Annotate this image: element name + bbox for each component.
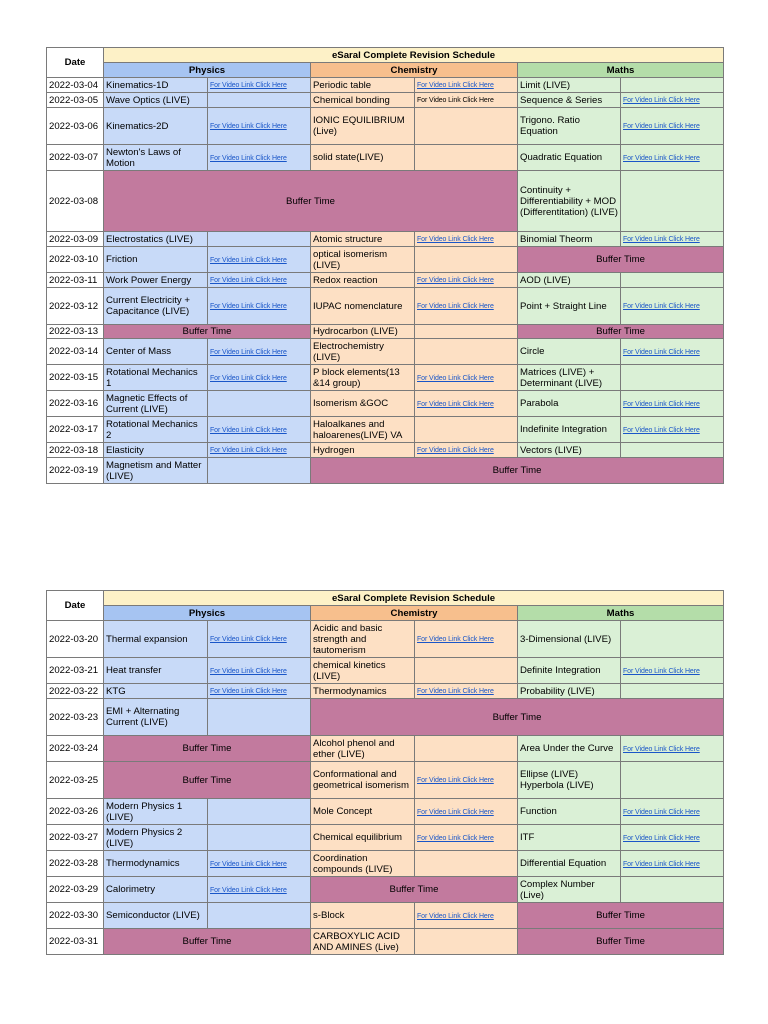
maths-link-cell [621,145,724,171]
chemistry-topic: Haloalkanes and haloarenes(LIVE) VA [311,417,415,443]
physics-link-cell [208,458,311,484]
table-row [47,877,724,903]
table-row [47,825,724,851]
maths-link-cell [621,799,724,825]
chemistry-topic: Alcohol phenol and ether (LIVE) [311,736,415,762]
maths-link-cell [621,825,724,851]
maths-link-cell [621,339,724,365]
table-row [47,417,724,443]
chemistry-topic: CARBOXYLIC ACID AND AMINES (Live) [311,929,415,955]
chemistry-topic: Electrochemistry (LIVE) [311,339,415,365]
physics-topic: Rotational Mechanics 1 [104,365,208,391]
video-link[interactable]: For Video Link Click Here [623,834,700,842]
chemistry-topic: chemical kinetics (LIVE) [311,658,415,684]
video-link[interactable]: For Video Link Click Here [623,808,700,816]
chemistry-link-cell [415,736,518,762]
table-row [47,684,724,699]
physics-topic: Friction [104,247,208,273]
physics-topic: EMI + Alternating Current (LIVE) [104,699,208,736]
physics-topic: Work Power Energy [104,273,208,288]
maths-link-cell [621,78,724,93]
maths-topic: 3-Dimensional (LIVE) [518,621,621,658]
video-link[interactable]: For Video Link Click Here [210,303,287,310]
video-link[interactable]: For Video Link Click Here [623,667,700,675]
chemistry-link-cell [415,339,518,365]
maths-topic: Parabola [518,391,621,417]
physics-topic: Calorimetry [104,877,208,903]
chemistry-topic: Thermodynamics [311,684,415,699]
chemistry-link-cell [415,93,518,108]
table-row [47,365,724,391]
physics-topic: Kinematics-1D [104,78,208,93]
physics-link-cell [208,443,311,458]
maths-topic: Sequence & Series [518,93,621,108]
table-row [47,929,724,955]
video-link[interactable]: For Video Link Click Here [417,400,494,408]
date-cell: 2022-03-04 [47,78,104,93]
video-link[interactable]: For Video Link Click Here [210,886,287,894]
schedule-table-1 [46,47,724,484]
maths-link-cell [621,443,724,458]
table-row [47,247,724,273]
video-link[interactable]: For Video Link Click Here [623,236,700,243]
physics-topic: Current Electricity + Capacitance (LIVE) [104,288,208,325]
date-cell: 2022-03-25 [47,762,104,799]
maths-topic: Vectors (LIVE) [518,443,621,458]
chemistry-topic: Chemical bonding [311,93,415,108]
date-header: Date [47,591,104,621]
video-link[interactable]: For Video Link Click Here [417,277,494,284]
video-link[interactable]: For Video Link Click Here [210,348,287,356]
video-link[interactable]: For Video Link Click Here [623,154,700,162]
chemistry-topic: Periodic table [311,78,415,93]
video-link[interactable]: For Video Link Click Here [417,912,494,920]
chemistry-link-cell [415,799,518,825]
chemistry-header: Chemistry [311,63,518,78]
title-row [47,48,724,63]
date-cell: 2022-03-10 [47,247,104,273]
physics-topic: Magnetic Effects of Current (LIVE) [104,391,208,417]
chemistry-link-cell [415,288,518,325]
physics-topic: Thermodynamics [104,851,208,877]
physics-link-cell [208,877,311,903]
video-link[interactable]: For Video Link Click Here [210,688,287,695]
maths-link-cell [621,658,724,684]
maths-topic: ITF [518,825,621,851]
date-cell: 2022-03-11 [47,273,104,288]
chemistry-topic: Hydrogen [311,443,415,458]
maths-link-cell [621,417,724,443]
table-row [47,339,724,365]
chemistry-link-cell [415,325,518,339]
maths-link-cell [621,108,724,145]
video-link[interactable]: For Video Link Click Here [210,256,287,264]
physics-topic: KTG [104,684,208,699]
date-cell: 2022-03-07 [47,145,104,171]
maths-header: Maths [518,63,724,78]
maths-link-cell [621,851,724,877]
maths-topic: Trigono. Ratio Equation [518,108,621,145]
video-link[interactable]: For Video Link Click Here [210,123,287,130]
date-cell: 2022-03-16 [47,391,104,417]
table-row [47,736,724,762]
video-link[interactable]: For Video Link Click Here [210,82,287,89]
date-cell: 2022-03-13 [47,325,104,339]
date-cell: 2022-03-21 [47,658,104,684]
schedule-title: eSaral Complete Revision Schedule [104,48,724,63]
physics-link-cell [208,93,311,108]
table-row [47,232,724,247]
physics-topic: Semiconductor (LIVE) [104,903,208,929]
maths-link-cell [621,391,724,417]
chemistry-topic: s-Block [311,903,415,929]
physics-link-cell [208,339,311,365]
physics-link-cell [208,684,311,699]
chemistry-topic: Mole Concept [311,799,415,825]
video-link[interactable]: For Video Link Click Here [623,303,700,310]
table-row [47,443,724,458]
maths-topic: Matrices (LIVE) + Determinant (LIVE) [518,365,621,391]
chemistry-link-cell [415,145,518,171]
table-row [47,903,724,929]
physics-link-cell [208,365,311,391]
date-cell: 2022-03-18 [47,443,104,458]
video-link[interactable]: For Video Link Click Here [623,860,700,868]
buffer-time-cell: Buffer Time [311,877,518,903]
maths-link-cell [621,621,724,658]
chemistry-topic: Conformational and geometrical isomerism [311,762,415,799]
video-link[interactable]: For Video Link Click Here [210,154,287,162]
chemistry-topic: optical isomerism (LIVE) [311,247,415,273]
physics-topic: Electrostatics (LIVE) [104,232,208,247]
buffer-time-cell: Buffer Time [518,903,724,929]
physics-link-cell [208,391,311,417]
video-link[interactable]: For Video Link Click Here [417,808,494,816]
date-cell: 2022-03-12 [47,288,104,325]
maths-link-cell [621,273,724,288]
chemistry-link-cell [415,365,518,391]
video-link[interactable]: For Video Link Click Here [623,348,700,356]
physics-link-cell [208,699,311,736]
chemistry-link-cell [415,903,518,929]
physics-topic: Kinematics-2D [104,108,208,145]
maths-topic: Probability (LIVE) [518,684,621,699]
maths-topic: Circle [518,339,621,365]
physics-topic: Heat transfer [104,658,208,684]
chemistry-topic: Isomerism &GOC [311,391,415,417]
maths-link-cell [621,171,724,232]
table-row [47,108,724,145]
physics-topic: Modern Physics 2 (LIVE) [104,825,208,851]
chemistry-topic: Acidic and basic strength and tautomerism [311,621,415,658]
date-cell: 2022-03-22 [47,684,104,699]
physics-link-cell [208,903,311,929]
chemistry-link-cell [415,108,518,145]
chemistry-topic: Atomic structure [311,232,415,247]
chemistry-topic: Hydrocarbon (LIVE) [311,325,415,339]
table-row [47,145,724,171]
chemistry-topic: IUPAC nomenclature [311,288,415,325]
buffer-time-cell: Buffer Time [518,325,724,339]
video-link[interactable]: For Video Link Click Here [210,374,287,382]
date-header: Date [47,48,104,78]
chemistry-topic: Coordination compounds (LIVE) [311,851,415,877]
date-cell: 2022-03-29 [47,877,104,903]
maths-topic: Point + Straight Line [518,288,621,325]
video-link[interactable]: For Video Link Click Here [417,82,494,89]
date-cell: 2022-03-08 [47,171,104,232]
maths-topic: Quadratic Equation [518,145,621,171]
chemistry-link-cell [415,391,518,417]
buffer-time-cell: Buffer Time [104,736,311,762]
buffer-time-cell: Buffer Time [311,458,724,484]
video-link[interactable]: For Video Link Click Here [210,667,287,675]
buffer-time-cell: Buffer Time [311,699,724,736]
subject-header-row [47,63,724,78]
subject-header-row [47,606,724,621]
video-link[interactable]: For Video Link Click Here [210,636,287,643]
schedule-body-1 [47,48,724,484]
table-row [47,273,724,288]
chemistry-topic: P block elements(13 &14 group) [311,365,415,391]
date-cell: 2022-03-20 [47,621,104,658]
physics-topic: Magnetism and Matter (LIVE) [104,458,208,484]
maths-topic: Ellipse (LIVE) Hyperbola (LIVE) [518,762,621,799]
maths-topic: Continuity + Differentiability + MOD (Differentitation) (LIVE) [518,171,621,232]
date-cell: 2022-03-09 [47,232,104,247]
physics-header: Physics [104,606,311,621]
buffer-time-cell: Buffer Time [104,325,311,339]
maths-topic: Limit (LIVE) [518,78,621,93]
physics-link-cell [208,273,311,288]
chemistry-header: Chemistry [311,606,518,621]
maths-link-cell [621,762,724,799]
maths-link-cell [621,288,724,325]
chemistry-link-cell [415,851,518,877]
video-link[interactable]: For Video Link Click Here [623,97,700,104]
table-row [47,288,724,325]
video-link[interactable]: For Video Link Click Here [417,777,494,784]
chemistry-topic: IONIC EQUILIBRIUM (Live) [311,108,415,145]
video-link[interactable]: For Video Link Click Here [210,277,287,284]
video-link[interactable]: For Video Link Click Here [417,97,494,104]
maths-link-cell [621,93,724,108]
chemistry-link-cell [415,825,518,851]
physics-link-cell [208,108,311,145]
chemistry-link-cell [415,232,518,247]
chemistry-link-cell [415,247,518,273]
video-link[interactable]: For Video Link Click Here [623,426,700,434]
chemistry-link-cell [415,658,518,684]
schedule-title: eSaral Complete Revision Schedule [104,591,724,606]
video-link[interactable]: For Video Link Click Here [417,374,494,382]
physics-link-cell [208,145,311,171]
video-link[interactable]: For Video Link Click Here [210,447,287,454]
chemistry-link-cell [415,443,518,458]
video-link[interactable]: For Video Link Click Here [623,400,700,408]
maths-topic: Indefinite Integration [518,417,621,443]
chemistry-topic: solid state(LIVE) [311,145,415,171]
maths-topic: Differential Equation [518,851,621,877]
physics-header: Physics [104,63,311,78]
buffer-time-cell: Buffer Time [518,247,724,273]
physics-topic: Newton's Laws of Motion [104,145,208,171]
maths-link-cell [621,684,724,699]
physics-topic: Center of Mass [104,339,208,365]
maths-link-cell [621,232,724,247]
table-row [47,325,724,339]
maths-topic: Binomial Theorm [518,232,621,247]
date-cell: 2022-03-17 [47,417,104,443]
physics-link-cell [208,851,311,877]
physics-link-cell [208,621,311,658]
table-row [47,699,724,736]
maths-link-cell [621,365,724,391]
table-row [47,762,724,799]
maths-topic: Function [518,799,621,825]
maths-topic: AOD (LIVE) [518,273,621,288]
physics-topic: Modern Physics 1 (LIVE) [104,799,208,825]
chemistry-link-cell [415,417,518,443]
date-cell: 2022-03-26 [47,799,104,825]
maths-link-cell [621,877,724,903]
video-link[interactable]: For Video Link Click Here [417,236,494,243]
buffer-time-cell: Buffer Time [518,929,724,955]
video-link[interactable]: For Video Link Click Here [417,447,494,454]
video-link[interactable]: For Video Link Click Here [417,834,494,842]
physics-topic: Thermal expansion [104,621,208,658]
date-cell: 2022-03-05 [47,93,104,108]
table-row [47,658,724,684]
physics-link-cell [208,799,311,825]
schedule-body-2 [47,591,724,955]
table-row [47,458,724,484]
physics-link-cell [208,247,311,273]
chemistry-link-cell [415,621,518,658]
date-cell: 2022-03-24 [47,736,104,762]
chemistry-topic: Redox reaction [311,273,415,288]
buffer-time-cell: Buffer Time [104,762,311,799]
video-link[interactable]: For Video Link Click Here [623,745,700,753]
physics-link-cell [208,288,311,325]
chemistry-link-cell [415,762,518,799]
date-cell: 2022-03-28 [47,851,104,877]
date-cell: 2022-03-15 [47,365,104,391]
video-link[interactable]: For Video Link Click Here [417,688,494,695]
physics-link-cell [208,232,311,247]
buffer-time-cell: Buffer Time [104,929,311,955]
date-cell: 2022-03-27 [47,825,104,851]
date-cell: 2022-03-19 [47,458,104,484]
video-link[interactable]: For Video Link Click Here [417,636,494,643]
physics-topic: Elasticity [104,443,208,458]
maths-topic: Complex Number (Live) [518,877,621,903]
physics-link-cell [208,825,311,851]
maths-link-cell [621,736,724,762]
physics-link-cell [208,78,311,93]
table-row [47,851,724,877]
date-cell: 2022-03-31 [47,929,104,955]
buffer-time-cell: Buffer Time [104,171,518,232]
physics-link-cell [208,417,311,443]
physics-topic: Rotational Mechanics 2 [104,417,208,443]
table-row [47,799,724,825]
maths-topic: Definite Integration [518,658,621,684]
schedule-table-2 [46,590,724,955]
table-row [47,621,724,658]
video-link[interactable]: For Video Link Click Here [210,860,287,868]
maths-topic: Area Under the Curve [518,736,621,762]
date-cell: 2022-03-06 [47,108,104,145]
physics-link-cell [208,658,311,684]
physics-topic: Wave Optics (LIVE) [104,93,208,108]
chemistry-topic: Chemical equilibrium [311,825,415,851]
chemistry-link-cell [415,273,518,288]
chemistry-link-cell [415,78,518,93]
date-cell: 2022-03-30 [47,903,104,929]
chemistry-link-cell [415,684,518,699]
video-link[interactable]: For Video Link Click Here [210,426,287,434]
date-cell: 2022-03-23 [47,699,104,736]
date-cell: 2022-03-14 [47,339,104,365]
video-link[interactable]: For Video Link Click Here [417,303,494,310]
table-row [47,391,724,417]
chemistry-link-cell [415,929,518,955]
title-row [47,591,724,606]
table-row [47,78,724,93]
video-link[interactable]: For Video Link Click Here [623,123,700,130]
table-row [47,171,724,232]
maths-header: Maths [518,606,724,621]
table-row [47,93,724,108]
